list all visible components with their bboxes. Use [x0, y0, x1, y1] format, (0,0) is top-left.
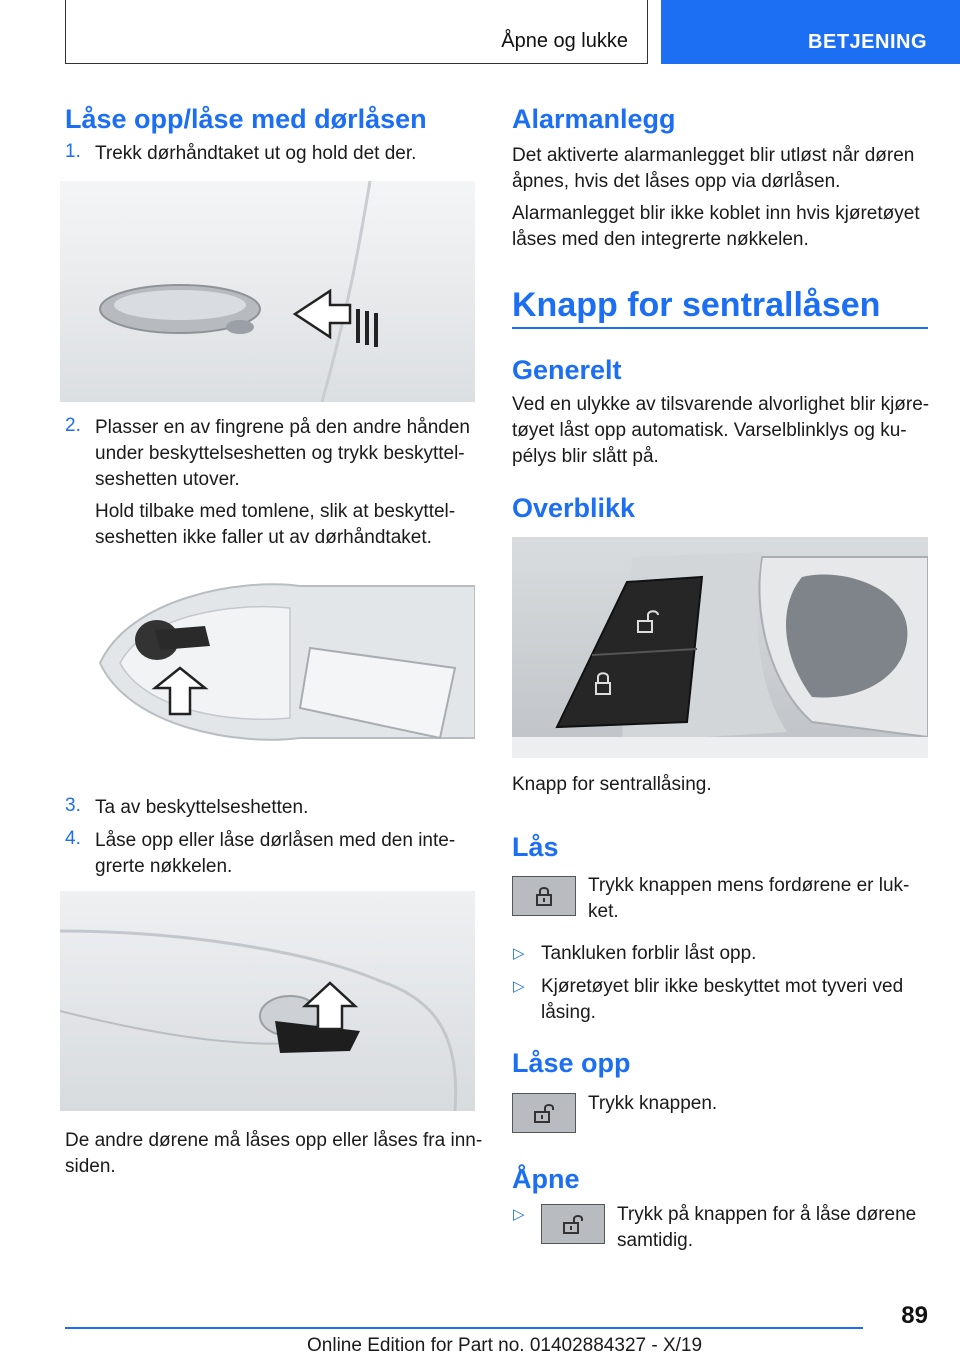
heading-rule — [512, 327, 928, 329]
step-number: 2. — [65, 415, 81, 436]
lock-line: ket. — [588, 901, 619, 922]
central-lock-buttons-image — [512, 537, 928, 758]
outro-line: De andre dørene må låses opp eller låses fra inn- — [65, 1130, 483, 1151]
step-number: 4. — [65, 828, 81, 849]
section-title: Åpne og lukke — [501, 30, 628, 52]
bullet-triangle-icon: ▷ — [513, 945, 525, 962]
padlock-open-icon — [561, 1213, 585, 1235]
key-in-lock-image — [60, 891, 475, 1111]
lock-bullet-line: låsing. — [541, 1002, 596, 1023]
unlock-button-icon — [512, 1093, 576, 1133]
step-text-line: Plasser en av fingrene på den andre hånden — [95, 417, 470, 438]
open-line: Trykk på knappen for å låse dørene — [617, 1204, 917, 1225]
heading-overview: Overblikk — [512, 493, 636, 523]
bullet-triangle-icon: ▷ — [513, 1206, 525, 1223]
heading-unlock: Låse opp — [512, 1048, 631, 1078]
protective-cap-image — [60, 568, 475, 758]
step-text-line: under beskyttelseshetten og trykk beskyttel- — [95, 443, 465, 464]
general-line: tøyet låst opp automatisk. Varselblinklys og ku- — [512, 420, 907, 441]
step-text-line: seshetten ikke faller ut av dørhåndtaket. — [95, 527, 432, 548]
unlock-button-icon — [541, 1204, 605, 1244]
step-text: Ta av beskyttelseshetten. — [95, 797, 309, 818]
lock-line: Trykk knappen mens fordørene er luk- — [588, 875, 910, 896]
page-number: 89 — [901, 1302, 928, 1329]
heading-open: Åpne — [512, 1164, 580, 1194]
lock-button-icon — [512, 876, 576, 916]
step-text-line: grerte nøkkelen. — [95, 856, 233, 877]
chapter-tab[interactable] — [661, 0, 960, 64]
heading-general: Generelt — [512, 355, 622, 385]
general-line: Ved en ulykke av tilsvarende alvorlighet blir kjøre- — [512, 394, 930, 415]
lock-bullet-line: Kjøretøyet blir ikke beskyttet mot tyveri ved — [541, 976, 904, 997]
heading-alarm: Alarmanlegg — [512, 104, 676, 134]
footer-rule — [65, 1327, 863, 1329]
alarm-line: Det aktiverte alarmanlegget blir utløst når døren — [512, 145, 915, 166]
padlock-open-icon — [532, 1102, 556, 1124]
step-text-line: Låse opp eller låse dørlåsen med den inte- — [95, 830, 456, 851]
heading-central-locking: Knapp for sentrallåsen — [512, 286, 881, 324]
heading-door-lock: Låse opp/låse med dørlåsen — [65, 104, 427, 134]
step-number: 3. — [65, 795, 81, 816]
outro-line: siden. — [65, 1156, 116, 1177]
bullet-triangle-icon: ▷ — [513, 978, 525, 995]
protective-cap-illustration — [60, 568, 475, 758]
general-line: pélys blir slått på. — [512, 446, 659, 467]
alarm-line: åpnes, hvis det låses opp via dørlåsen. — [512, 171, 841, 192]
footer-edition: Online Edition for Part no. 01402884327 - X/19 — [307, 1335, 703, 1356]
padlock-closed-icon — [533, 885, 555, 907]
step-text-line: Hold tilbake med tomlene, slik at beskyttel- — [95, 501, 456, 522]
key-in-lock-illustration — [60, 891, 475, 1111]
lock-bullet: Tankluken forblir låst opp. — [541, 943, 757, 964]
open-line: samtidig. — [617, 1230, 694, 1251]
alarm-line: låses med den integrerte nøkkelen. — [512, 229, 809, 250]
step-text-line: seshetten utover. — [95, 469, 240, 490]
step-number: 1. — [65, 141, 81, 162]
central-lock-buttons-illustration — [512, 537, 928, 758]
step-text: Trekk dørhåndtaket ut og hold det der. — [95, 143, 417, 164]
chapter-label: BETJENING — [808, 31, 927, 53]
overview-caption: Knapp for sentrallåsing. — [512, 774, 712, 795]
alarm-line: Alarmanlegget blir ikke koblet inn hvis kjøretøyet — [512, 203, 920, 224]
unlock-text: Trykk knappen. — [588, 1093, 718, 1114]
door-handle-pull-image — [60, 181, 475, 402]
door-handle-pull-illustration — [60, 181, 475, 402]
heading-lock: Lås — [512, 832, 559, 862]
